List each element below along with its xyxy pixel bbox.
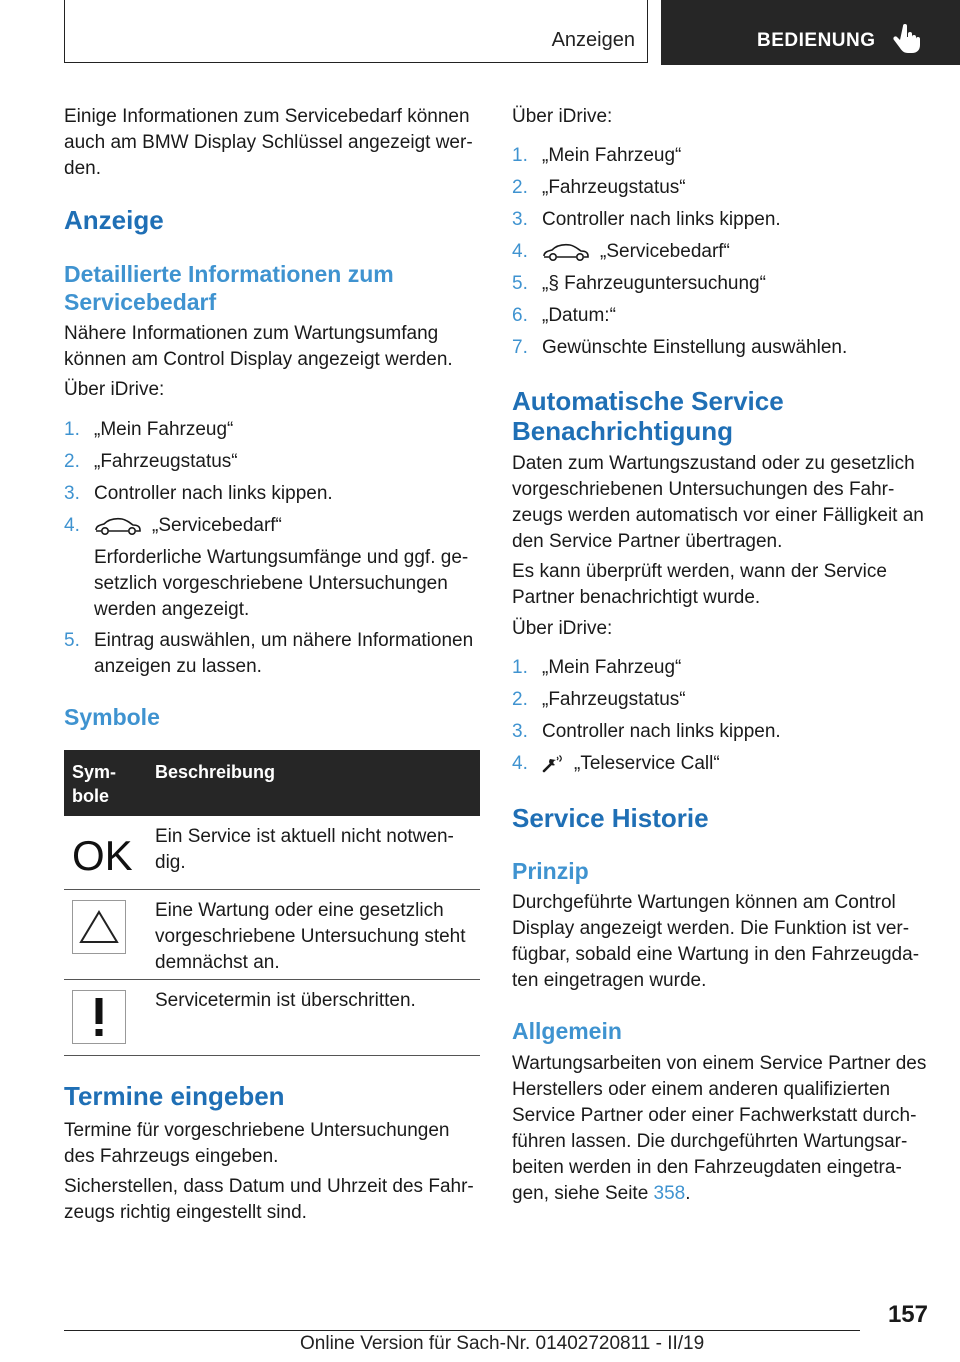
page-number: 157 bbox=[887, 1301, 928, 1328]
heading-service-historie: Service Historie bbox=[512, 803, 709, 833]
termine-paragraph-1: Termine für vorgeschriebene Untersuchungen des Fahrzeugs eingeben. bbox=[64, 1120, 450, 1167]
table-header-description: Beschreibung bbox=[155, 762, 276, 782]
ok-symbol-icon bbox=[72, 826, 133, 880]
idrive-label: Über iDrive: bbox=[512, 106, 613, 127]
header-chapter-title: BEDIENUNG bbox=[757, 30, 876, 51]
table-row: Eine Wartung oder eine gesetzlich vorgeschriebene Untersuchung steht demnächst an. bbox=[64, 890, 480, 980]
auto-paragraph-1: Daten zum Wartungszustand oder zu gesetzlich vorgeschriebenen Untersuchungen des Fahrzeugs werden automatisch vor einer Fälligkeit an den Service Partner übertragen. bbox=[512, 453, 924, 552]
wrench-signal-icon bbox=[542, 754, 564, 774]
termine-paragraph-2: Sicherstellen, dass Datum und Uhrzeit des Fahrzeugs richtig eingestellt sind. bbox=[64, 1176, 474, 1223]
heading-termine: Termine eingeben bbox=[64, 1081, 285, 1111]
car-icon bbox=[542, 242, 590, 262]
heading-allgemein: Allgemein bbox=[512, 1018, 622, 1044]
idrive-label: Über iDrive: bbox=[512, 618, 613, 639]
prinzip-paragraph: Durchgeführte Wartungen können am Control Display angezeigt werden. Die Funktion ist verfügbar, sobald eine Wartung in den Fahrzeugdaten eingetragen wurde. bbox=[512, 892, 920, 991]
allgemein-paragraph: Wartungsarbeiten von einem Service Partner des Herstellers oder einem anderen qualifizierten Service Partner oder einer Fachwerkstatt durchführen lassen. Die durchgeführten Wartungsarbeiten werden in den Fahrzeugdaten eingetragen, siehe Seite 358. bbox=[512, 1053, 927, 1204]
header-section-box bbox=[64, 0, 648, 63]
header-section-title: Anzeigen bbox=[551, 29, 635, 51]
page-reference-link[interactable]: 358 bbox=[653, 1183, 686, 1204]
intro-paragraph: Einige Informationen zum Servicebedarf können auch am BMW Display Schlüssel angezeigt werden. bbox=[64, 106, 473, 179]
idrive-label: Über iDrive: bbox=[64, 379, 165, 400]
heading-anzeige: Anzeige bbox=[64, 205, 164, 235]
heading-detail: Detaillierte Informationen zum Servicebedarf bbox=[64, 261, 394, 315]
footer-online-version: Online Version für Sach-Nr. 01402720811 - II/19 bbox=[300, 1333, 705, 1354]
heading-symbole: Symbole bbox=[64, 704, 160, 730]
svg-text:OK: OK bbox=[72, 832, 133, 879]
exclamation-icon bbox=[72, 990, 126, 1044]
heading-prinzip: Prinzip bbox=[512, 858, 589, 884]
car-icon bbox=[94, 516, 142, 536]
table-row: Servicetermin ist überschritten. bbox=[64, 980, 480, 1056]
warning-triangle-icon bbox=[72, 900, 126, 954]
detail-paragraph: Nähere Informationen zum Wartungsumfang können am Control Display angezeigt werden. bbox=[64, 323, 453, 370]
pointing-hand-icon bbox=[895, 24, 921, 54]
header-chapter-box bbox=[661, 0, 960, 65]
auto-paragraph-2: Es kann überprüft werden, wann der Service Partner benachrichtigt wurde. bbox=[512, 561, 887, 608]
table-header bbox=[64, 750, 480, 816]
table-header-symbols: Symbole bbox=[72, 762, 117, 806]
footer-divider bbox=[64, 1330, 860, 1331]
heading-automatische-service: Automatische Service Benachrichtigung bbox=[512, 386, 784, 446]
table-row: OK Ein Service ist aktuell nicht notwendig. bbox=[64, 816, 480, 890]
